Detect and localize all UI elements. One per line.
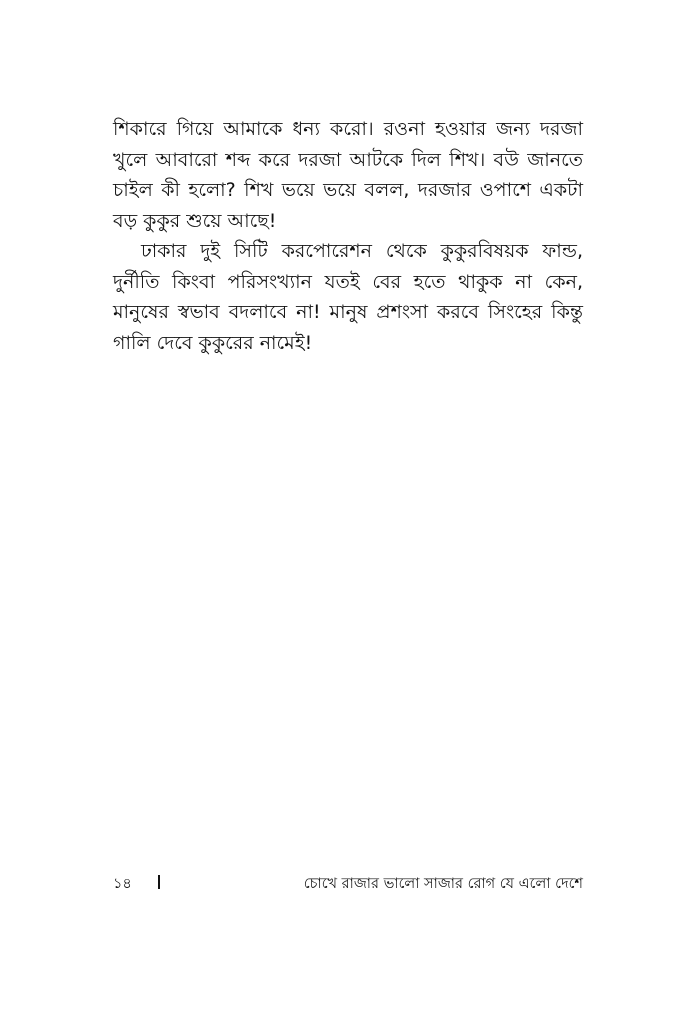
page-body bbox=[113, 114, 583, 358]
body-paragraph: শিকারে গিয়ে আমাকে ধন্য করো। রওনা হওয়ার জন্য দরজা খুলে আবারো শব্দ করে দরজা আটকে দিল শিখ। বউ জানতে চাইল কী হলো? শিখ ভয়ে ভয়ে বলল, দরজার ওপাশে একটা বড় কুকুর শুয়ে আছে! bbox=[113, 118, 583, 232]
page-footer bbox=[113, 873, 583, 895]
body-paragraph: ঢাকার দুই সিটি করপোরেশন থেকে কুকুরবিষয়ক ফান্ড, দুর্নীতি কিংবা পরিসংখ্যান যতই বের হতে থাকুক না কেন, মানুষের স্বভাব বদলাবে না! মানুষ প্রশংসা করবে সিংহের কিন্তু গালি দেবে কুকুরের নামেই! bbox=[113, 240, 583, 354]
running-title: চোখে রাজার ভালো সাজার রোগ যে এলো দেশে bbox=[303, 876, 583, 892]
page-number: ১৪ bbox=[113, 876, 132, 892]
footer-divider bbox=[158, 875, 160, 889]
